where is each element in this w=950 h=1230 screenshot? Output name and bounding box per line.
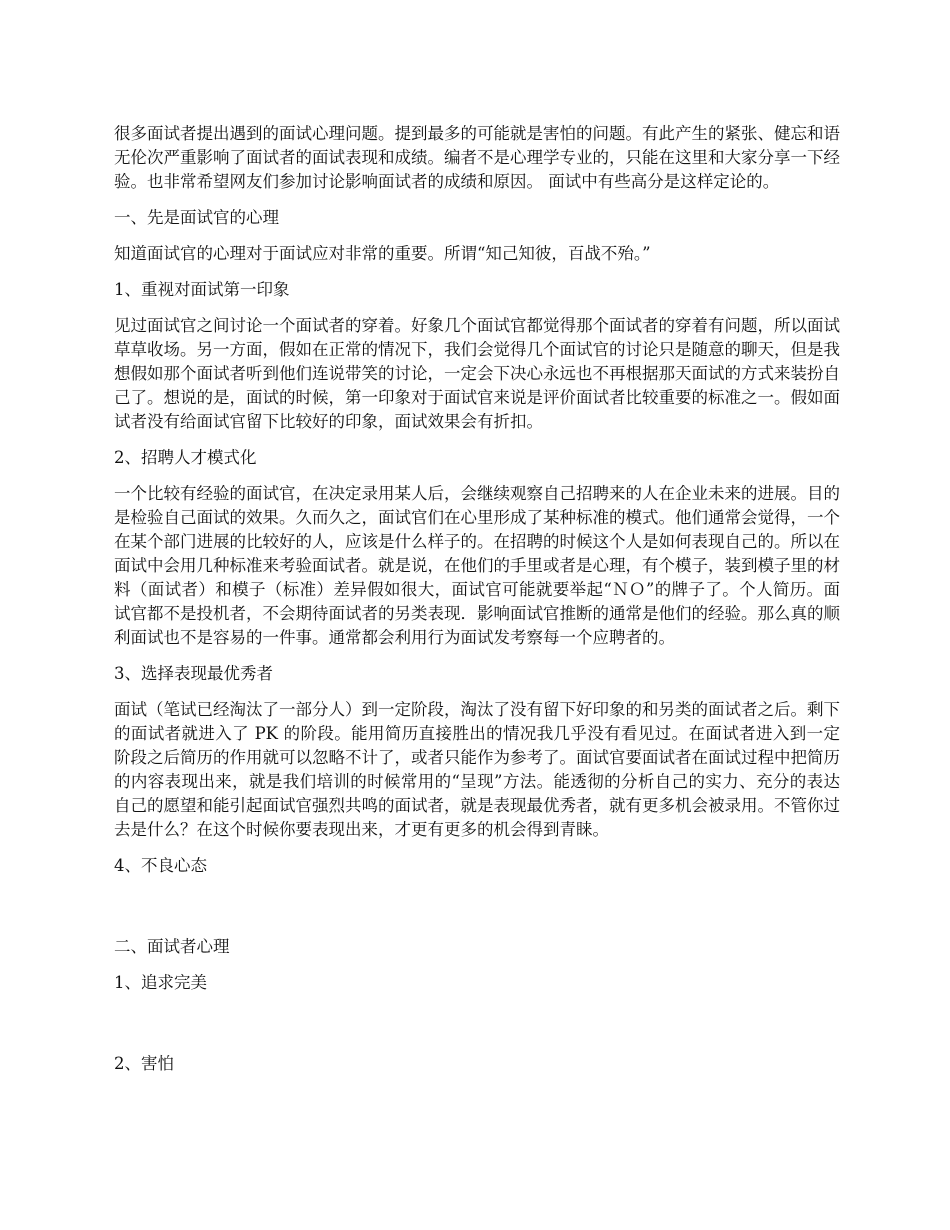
- section2-item2-heading: 2、害怕: [114, 1054, 174, 1073]
- item3-paragraph: 面试（笔试已经淘汰了一部分人）到一定阶段，淘汰了没有留下好印象的和另类的面试者之后。剩下的面试者就进入了 PK 的阶段。能用简历直接胜出的情况我几乎没有看见过。在面试者进入到一定阶段之后简历的作用就可以忽略不计了，或者只能作为参考了。面试官要面试者在面试过程中把简历的内容表现出来，就是我们培训的时候常用的“呈现”方法。能透彻的分析自己的实力、充分的表达自己的愿望和能引起面试官强烈共鸣的面试者，就是表现最优秀者，就有更多机会被录用。不管你过去是什么？在这个时候你要表现出来，才更有更多的机会得到青睐。: [114, 700, 840, 839]
- item1-paragraph: 见过面试官之间讨论一个面试者的穿着。好象几个面试官都觉得那个面试者的穿着有问题，所以面试草草收场。另一方面，假如在正常的情况下，我们会觉得几个面试官的讨论只是随意的聊天，但是我想假如那个面试者听到他们连说带笑的讨论，一定会下决心永远也不再根据那天面试的方式来装扮自己了。想说的是，面试的时候，第一印象对于面试官来说是评价面试者比较重要的标准之一。假如面试者没有给面试官留下比较好的印象，面试效果会有折扣。: [114, 316, 840, 431]
- section1-intro-paragraph: 知道面试官的心理对于面试应对非常的重要。所谓“知己知彼，百战不殆。”: [114, 244, 651, 263]
- item3-heading: 3、选择表现最优秀者: [114, 664, 273, 683]
- document-body: [114, 122, 840, 1088]
- section2-item1-heading: 1、追求完美: [114, 973, 207, 992]
- item2-heading: 2、招聘人才模式化: [114, 448, 257, 467]
- blank-space: [114, 890, 840, 935]
- section1-heading: 一、先是面试官的心理: [114, 208, 279, 227]
- item2-paragraph: 一个比较有经验的面试官，在决定录用某人后，会继续观察自己招聘来的人在企业未来的进展。目的是检验自己面试的效果。久而久之，面试官们在心里形成了某种标准的模式。他们通常会觉得，一个在某个部门进展的比较好的人，应该是什么样子的。在招聘的时候这个人是如何表现自己的。所以在面试中会用几种标准来考验面试者。就是说，在他们的手里或者是心理，有个模子，装到模子里的材料（面试者）和模子（标准）差异假如很大，面试官可能就要举起“ＮＯ”的牌子了。个人简历。面试官都不是投机者，不会期待面试者的另类表现．影响面试官推断的通常是他们的经验。那么真的顺利面试也不是容易的一件事。通常都会利用行为面试发考察每一个应聘者的。: [114, 484, 840, 647]
- intro-paragraph: 很多面试者提出遇到的面试心理问题。提到最多的可能就是害怕的问题。有此产生的紧张、健忘和语无伦次严重影响了面试者的面试表现和成绩。编者不是心理学专业的，只能在这里和大家分享一下经验。也非常希望网友们参加讨论影响面试者的成绩和原因。 面试中有些高分是这样定论的。: [114, 124, 840, 191]
- section2-heading: 二、面试者心理: [114, 937, 230, 956]
- item4-heading: 4、不良心态: [114, 856, 207, 875]
- item1-heading: 1、重视对面试第一印象: [114, 280, 290, 299]
- blank-space: [114, 1007, 840, 1052]
